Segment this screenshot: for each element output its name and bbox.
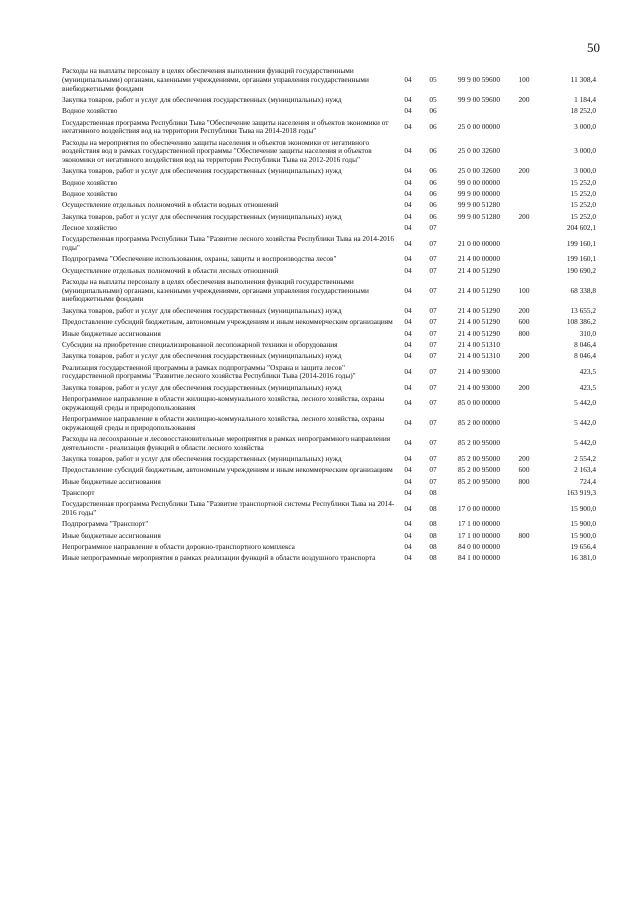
expense-name-cell: Реализация государственной программы в рамках подпрограммы "Охрана и защита лесов" государственной программы "Развитие лесного хозяйства Республики Тыва (2014-2016 годы)": [62, 362, 356, 381]
target-article-cell: 99 0 00 00000: [458, 177, 500, 187]
expense-type-cell: 200: [518, 453, 530, 463]
amount-cell: 199 160,1: [566, 238, 596, 248]
expense-name-cell: Предоставление субсидий бюджетным, автономным учреждениям и иным некоммерческим организациям: [62, 465, 393, 475]
section-code-cell: 04: [404, 122, 412, 131]
expense-type-cell: 100: [518, 74, 530, 84]
subsection-code-cell: 07: [429, 317, 437, 327]
target-article-cell: 21 4 00 51290: [458, 317, 500, 327]
target-article-cell: 21 4 00 51290: [458, 265, 500, 275]
expense-type-cell: 200: [518, 166, 530, 176]
amount-cell: 16 381,0: [570, 553, 596, 563]
subsection-code-cell: 06: [429, 106, 437, 116]
expense-name-cell: Расходы на выплаты персоналу в целях обеспечения выполнения функций государственными (муниципальными) органами, казенными учреждениями, органами управления государственными внебюджетными фондами: [62, 277, 369, 304]
table-row: [62, 454, 596, 465]
expense-name-cell: Закупка товаров, работ и услуг для обеспечения государственных (муниципальных) нужд: [62, 211, 342, 221]
amount-cell: 1 184,4: [574, 94, 596, 104]
amount-cell: 13 655,2: [570, 305, 596, 315]
section-code-cell: 04: [404, 238, 412, 248]
expense-type-cell: [512, 340, 536, 351]
target-article-cell: 99 9 00 59600: [458, 94, 500, 104]
table-row: [62, 117, 596, 137]
subsection-code-cell: 06: [429, 177, 437, 187]
expense-type-cell: [512, 189, 536, 200]
expense-name-cell: Непрограммное направление в области жилищно-коммунального хозяйства, лесного хозяйства, охраны окружающей среды и природопользования: [62, 413, 385, 432]
subsection-code-cell: 07: [429, 366, 437, 376]
subsection-code-cell: 08: [429, 488, 437, 498]
expense-type-cell: [512, 265, 536, 276]
expense-type-cell: [512, 542, 536, 553]
table-row: [62, 362, 596, 382]
subsection-code-cell: 06: [429, 188, 437, 198]
target-article-cell: [446, 223, 512, 234]
expense-type-cell: 200: [518, 351, 530, 361]
subsection-code-cell: 07: [429, 438, 437, 448]
expense-name-cell: Иные бюджетные ассигнования: [62, 476, 161, 486]
target-article-cell: 85 2 00 95000: [458, 438, 500, 448]
table-row: [62, 277, 596, 306]
expense-name-cell: Водное хозяйство: [62, 106, 118, 116]
amount-cell: 15 900,0: [570, 503, 596, 513]
target-article-cell: 21 4 00 51290: [458, 305, 500, 315]
expense-name-cell: Осуществление отдельных полномочий в области лесных отношений: [62, 265, 279, 275]
section-code-cell: 04: [404, 519, 412, 529]
target-article-cell: 21 0 00 00000: [458, 238, 500, 248]
table-row: [62, 394, 596, 414]
target-article-cell: 84 0 00 00000: [458, 542, 500, 552]
section-code-cell: 04: [404, 553, 412, 563]
subsection-code-cell: 06: [429, 200, 437, 210]
target-article-cell: 25 0 00 32600: [458, 166, 500, 176]
table-row: [62, 211, 596, 222]
section-code-cell: 04: [404, 74, 412, 84]
subsection-code-cell: 08: [429, 503, 437, 513]
subsection-code-cell: 08: [429, 530, 437, 540]
expense-name-cell: Субсидии на приобретение специализированной лесопожарной техники и оборудования: [62, 339, 338, 349]
table-row: [62, 542, 596, 553]
expense-name-cell: Закупка товаров, работ и услуг для обеспечения государственных (муниципальных) нужд: [62, 94, 342, 104]
target-article-cell: 84 1 00 00000: [458, 553, 500, 563]
section-code-cell: 04: [404, 188, 412, 198]
amount-cell: 8 046,4: [574, 339, 596, 349]
section-code-cell: 04: [404, 465, 412, 475]
amount-cell: 3 000,0: [574, 146, 596, 156]
section-code-cell: 04: [404, 339, 412, 349]
subsection-code-cell: 06: [429, 211, 437, 221]
expense-name-cell: Иные бюджетные ассигнования: [62, 530, 161, 540]
expense-type-cell: 800: [518, 530, 530, 540]
section-code-cell: 04: [404, 223, 412, 233]
amount-cell: 190 690,2: [566, 265, 596, 275]
amount-cell: 5 442,0: [574, 418, 596, 428]
expense-type-cell: [512, 362, 536, 382]
subsection-code-cell: 07: [429, 476, 437, 486]
amount-cell: 3 000,0: [574, 122, 596, 131]
expense-type-cell: 100: [518, 285, 530, 295]
expense-type-cell: 200: [518, 305, 530, 315]
section-code-cell: 04: [404, 166, 412, 176]
expense-type-cell: 600: [518, 317, 530, 327]
expense-name-cell: Закупка товаров, работ и услуг для обеспечения государственных (муниципальных) нужд: [62, 166, 342, 176]
subsection-code-cell: 07: [429, 254, 437, 264]
expense-name-cell: Закупка товаров, работ и услуг для обеспечения государственных (муниципальных) нужд: [62, 382, 342, 392]
subsection-code-cell: 07: [429, 382, 437, 392]
section-code-cell: 04: [404, 351, 412, 361]
amount-cell: 15 252,0: [570, 200, 596, 210]
section-code-cell: 04: [404, 317, 412, 327]
table-row: [62, 305, 596, 316]
target-article-cell: 21 4 00 93000: [458, 382, 500, 392]
expense-name-cell: Государственная программа Республики Тыва "Развитие транспортной системы Республики Тыва на 2014-2016 годы": [62, 499, 395, 517]
expense-name-cell: Предоставление субсидий бюджетным, автономным учреждениям и иным некоммерческим организациям: [62, 317, 393, 327]
table-row: [62, 234, 596, 254]
table-row: [62, 465, 596, 476]
section-code-cell: 04: [404, 453, 412, 463]
target-article-cell: 21 4 00 51310: [458, 339, 500, 349]
section-code-cell: 04: [404, 438, 412, 448]
expense-type-cell: [512, 499, 536, 519]
expense-type-cell: 600: [518, 465, 530, 475]
subsection-code-cell: 07: [429, 339, 437, 349]
expense-name-cell: Расходы на лесоохранные и лесовосстановительные мероприятия в рамках непрограммного направления деятельности - реализация функций в области лесного хозяйства: [62, 433, 391, 452]
target-article-cell: 17 0 00 00000: [458, 503, 500, 513]
subsection-code-cell: 07: [429, 418, 437, 428]
table-row: [62, 382, 596, 393]
table-row: [62, 351, 596, 362]
table-row: [62, 530, 596, 541]
subsection-code-cell: 05: [429, 94, 437, 104]
section-code-cell: 04: [404, 398, 412, 408]
target-article-cell: 21 4 00 51310: [458, 351, 500, 361]
target-article-cell: 85 2 00 95000: [458, 453, 500, 463]
budget-table-body: [62, 66, 596, 564]
expense-type-cell: [512, 106, 536, 117]
amount-cell: 15 252,0: [570, 188, 596, 198]
expense-name-cell: Лесное хозяйство: [62, 223, 117, 233]
amount-cell: 310,0: [579, 328, 596, 338]
section-code-cell: 04: [404, 366, 412, 376]
expense-type-cell: 800: [518, 476, 530, 486]
subsection-code-cell: 05: [429, 74, 437, 84]
amount-cell: 3 000,0: [574, 166, 596, 176]
table-row: [62, 95, 596, 106]
expense-name-cell: Иные непрограммные мероприятия в рамках реализации функций в области воздушного транспорта: [62, 553, 376, 563]
subsection-code-cell: 07: [429, 453, 437, 463]
budget-table: [62, 66, 596, 564]
amount-cell: 199 160,1: [566, 254, 596, 264]
section-code-cell: 04: [404, 265, 412, 275]
amount-cell: 204 602,1: [566, 223, 596, 233]
section-code-cell: 04: [404, 200, 412, 210]
expense-type-cell: [512, 254, 536, 265]
target-article-cell: [446, 106, 512, 117]
table-row: [62, 223, 596, 234]
section-code-cell: 04: [404, 254, 412, 264]
section-code-cell: 04: [404, 106, 412, 116]
expense-name-cell: Расходы на мероприятия по обеспечению защиты населения и объектов экономики от негативного воздействия вод в рамках государственной программы "Обеспечение защиты населения и объектов экономики от негативного воздействия вод на территории Республики Тыва на 2012-2016 годы": [62, 137, 372, 164]
amount-cell: 11 308,4: [570, 74, 596, 84]
section-code-cell: 04: [404, 530, 412, 540]
expense-type-cell: [512, 394, 536, 414]
amount-cell: 18 252,0: [570, 106, 596, 116]
target-article-cell: 25 0 00 32600: [458, 146, 500, 156]
target-article-cell: 99 9 00 51280: [458, 200, 500, 210]
expense-type-cell: [512, 519, 536, 530]
amount-cell: 15 900,0: [570, 519, 596, 529]
section-code-cell: 04: [404, 305, 412, 315]
amount-cell: 108 386,2: [566, 317, 596, 327]
section-code-cell: 04: [404, 328, 412, 338]
section-code-cell: 04: [404, 488, 412, 498]
table-row: [62, 488, 596, 499]
amount-cell: 163 919,3: [566, 488, 596, 498]
section-code-cell: 04: [404, 418, 412, 428]
target-article-cell: 85 2 00 95000: [458, 465, 500, 475]
section-code-cell: 04: [404, 211, 412, 221]
table-row: [62, 499, 596, 519]
expense-type-cell: [512, 137, 536, 166]
target-article-cell: 85 2 00 95000: [458, 476, 500, 486]
expense-type-cell: [512, 414, 536, 434]
target-article-cell: 21 4 00 93000: [458, 366, 500, 376]
target-article-cell: 21 4 00 51290: [458, 328, 500, 338]
expense-name-cell: Осуществление отдельных полномочий в области водных отношений: [62, 200, 279, 210]
expense-name-cell: Иные бюджетные ассигнования: [62, 328, 161, 338]
expense-type-cell: [512, 200, 536, 211]
section-code-cell: 04: [404, 382, 412, 392]
subsection-code-cell: 07: [429, 265, 437, 275]
expense-name-cell: Непрограммное направление в области дорожно-транспортного комплекса: [62, 542, 295, 552]
expense-type-cell: [512, 234, 536, 254]
table-row: [62, 177, 596, 188]
expense-name-cell: Подпрограмма "Транспорт": [62, 519, 149, 529]
amount-cell: 2 163,4: [574, 465, 596, 475]
subsection-code-cell: 06: [429, 166, 437, 176]
subsection-code-cell: 06: [429, 146, 437, 156]
table-row: [62, 200, 596, 211]
amount-cell: 68 338,8: [570, 285, 596, 295]
amount-cell: 19 656,4: [570, 542, 596, 552]
expense-type-cell: [512, 553, 536, 564]
expense-type-cell: 200: [518, 94, 530, 104]
section-code-cell: 04: [404, 94, 412, 104]
table-row: [62, 328, 596, 339]
expense-name-cell: Транспорт: [62, 488, 95, 498]
expense-name-cell: Государственная программа Республики Тыва "Обеспечение защиты населения и объектов экономики от негативного воздействия вод на территории Республики Тыва на 2014-2018 годы": [62, 117, 389, 136]
table-row: [62, 317, 596, 328]
subsection-code-cell: 08: [429, 553, 437, 563]
amount-cell: 15 252,0: [570, 177, 596, 187]
expense-type-cell: [512, 488, 536, 499]
section-code-cell: 04: [404, 542, 412, 552]
subsection-code-cell: 07: [429, 351, 437, 361]
amount-cell: 8 046,4: [574, 351, 596, 361]
target-article-cell: 25 0 00 00000: [458, 122, 500, 131]
expense-type-cell: [512, 434, 536, 454]
subsection-code-cell: 07: [429, 398, 437, 408]
subsection-code-cell: 06: [429, 122, 437, 131]
table-row: [62, 166, 596, 177]
target-article-cell: 85 2 00 00000: [458, 418, 500, 428]
expense-type-cell: 200: [518, 382, 530, 392]
section-code-cell: 04: [404, 146, 412, 156]
expense-name-cell: Расходы на выплаты персоналу в целях обеспечения выполнения функций государственными (муниципальными) органами, казенными учреждениями, органами управления государственными внебюджетными фондами: [62, 66, 369, 93]
table-row: [62, 340, 596, 351]
target-article-cell: [446, 488, 512, 499]
amount-cell: 2 554,2: [574, 453, 596, 463]
table-row: [62, 553, 596, 564]
table-row: [62, 476, 596, 487]
section-code-cell: 04: [404, 177, 412, 187]
expense-name-cell: Закупка товаров, работ и услуг для обеспечения государственных (муниципальных) нужд: [62, 351, 342, 361]
subsection-code-cell: 07: [429, 285, 437, 295]
target-article-cell: 99 9 00 59600: [458, 74, 500, 84]
table-row: [62, 106, 596, 117]
amount-cell: 5 442,0: [574, 398, 596, 408]
section-code-cell: 04: [404, 476, 412, 486]
section-code-cell: 04: [404, 285, 412, 295]
expense-name-cell: Водное хозяйство: [62, 188, 118, 198]
subsection-code-cell: 07: [429, 328, 437, 338]
table-row: [62, 414, 596, 434]
table-row: [62, 254, 596, 265]
table-row: [62, 137, 596, 166]
expense-type-cell: 800: [518, 328, 530, 338]
page-number: 50: [587, 40, 600, 55]
amount-cell: 5 442,0: [574, 438, 596, 448]
amount-cell: 15 900,0: [570, 530, 596, 540]
subsection-code-cell: 07: [429, 305, 437, 315]
table-row: [62, 265, 596, 276]
table-row: [62, 519, 596, 530]
expense-name-cell: Подпрограмма "Обеспечение использования, охраны, защиты и воспроизводства лесов": [62, 254, 337, 264]
target-article-cell: 85 0 00 00000: [458, 398, 500, 408]
expense-type-cell: [512, 177, 536, 188]
subsection-code-cell: 08: [429, 542, 437, 552]
table-row: [62, 66, 596, 95]
amount-cell: 423,5: [579, 382, 596, 392]
target-article-cell: 99 9 00 00000: [458, 188, 500, 198]
expense-name-cell: Государственная программа Республики Тыва "Развитие лесного хозяйства Республики Тыва на 2014-2016 годы": [62, 234, 395, 253]
amount-cell: 15 252,0: [570, 211, 596, 221]
subsection-code-cell: 08: [429, 519, 437, 529]
target-article-cell: 21 4 00 00000: [458, 254, 500, 264]
expense-name-cell: Закупка товаров, работ и услуг для обеспечения государственных (муниципальных) нужд: [62, 453, 342, 463]
expense-type-cell: [512, 117, 536, 137]
expense-name-cell: Водное хозяйство: [62, 177, 118, 187]
target-article-cell: 99 9 00 51280: [458, 211, 500, 221]
subsection-code-cell: 07: [429, 465, 437, 475]
table-row: [62, 434, 596, 454]
table-row: [62, 189, 596, 200]
expense-name-cell: Закупка товаров, работ и услуг для обеспечения государственных (муниципальных) нужд: [62, 305, 342, 315]
target-article-cell: 17 1 00 00000: [458, 530, 500, 540]
section-code-cell: 04: [404, 503, 412, 513]
expense-type-cell: 200: [518, 211, 530, 221]
subsection-code-cell: 07: [429, 223, 437, 233]
expense-type-cell: [512, 223, 536, 234]
amount-cell: 724,4: [579, 476, 596, 486]
target-article-cell: 21 4 00 51290: [458, 285, 500, 295]
amount-cell: 423,5: [579, 366, 596, 376]
expense-name-cell: Непрограммное направление в области жилищно-коммунального хозяйства, лесного хозяйства, охраны окружающей среды и природопользования: [62, 393, 385, 412]
subsection-code-cell: 07: [429, 238, 437, 248]
target-article-cell: 17 1 00 00000: [458, 519, 500, 529]
